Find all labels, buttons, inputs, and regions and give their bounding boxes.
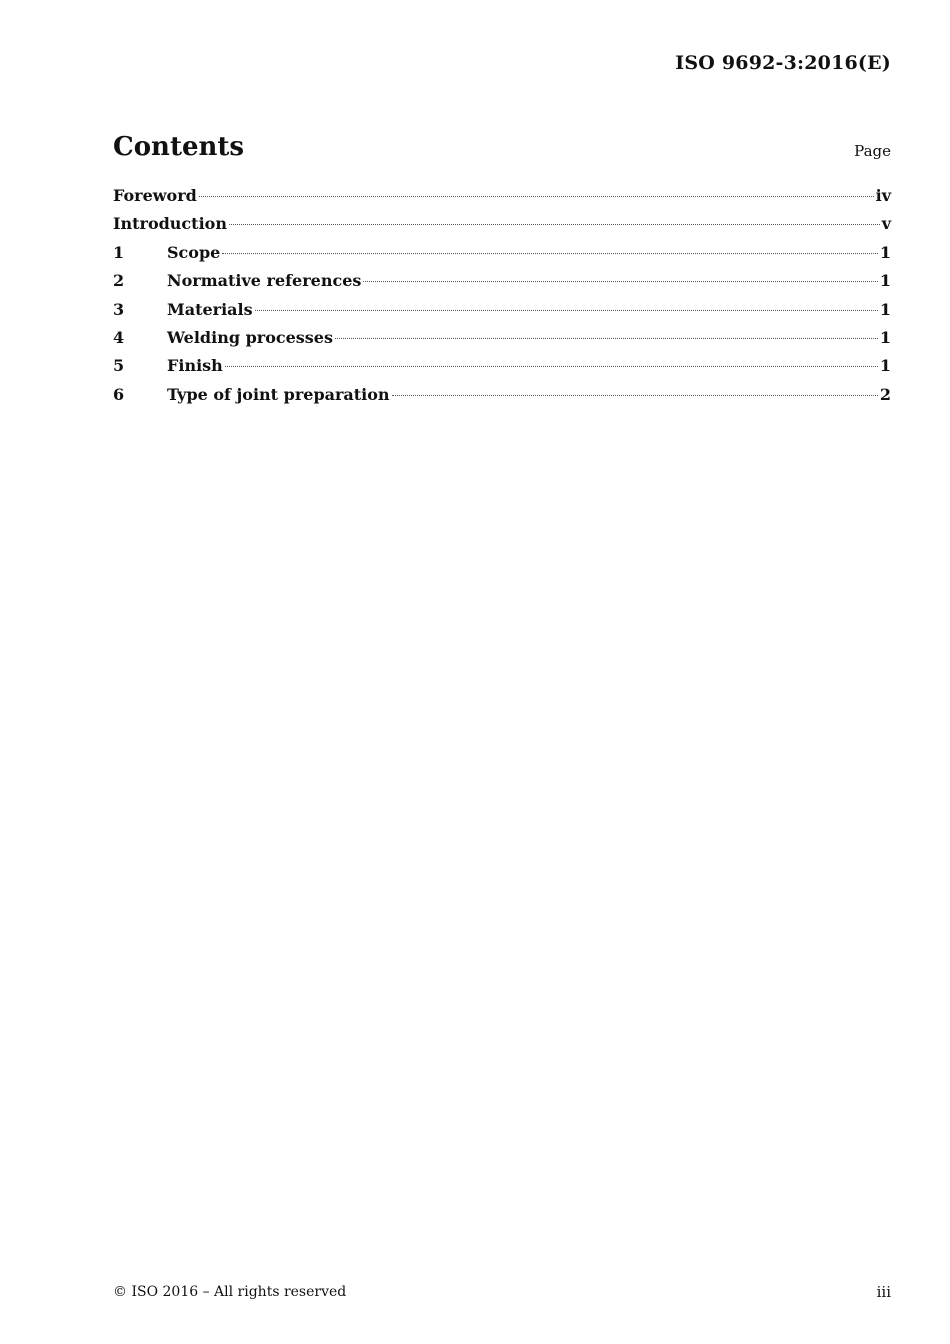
toc-entry-page: 1 — [879, 327, 891, 347]
toc-entry-title: Foreword — [113, 186, 197, 205]
toc-entry-number: 3 — [113, 299, 125, 319]
toc-entry-foreword[interactable] — [113, 186, 891, 214]
dot-leader — [255, 310, 878, 311]
toc-entry-number: 2 — [113, 271, 125, 291]
toc-entry-scope[interactable] — [113, 243, 891, 271]
toc-entry-page: 1 — [879, 356, 891, 376]
toc-entry-title: Normative references — [167, 271, 362, 291]
toc-entry-normative-references[interactable] — [113, 271, 891, 299]
toc-entry-page: 1 — [879, 299, 891, 319]
dot-leader — [229, 224, 880, 225]
toc-entry-number: 1 — [113, 242, 125, 262]
toc-entry-page: v — [881, 214, 891, 234]
dot-leader — [392, 395, 878, 396]
dot-leader — [222, 253, 878, 254]
footer-copyright: © ISO 2016 – All rights reserved — [113, 1284, 347, 1300]
toc-list — [113, 186, 891, 413]
dot-leader — [335, 338, 878, 339]
dot-leader — [225, 366, 878, 367]
toc-entry-title: Type of joint preparation — [167, 384, 390, 404]
toc-entry-finish[interactable] — [113, 356, 891, 384]
toc-entry-title: Welding processes — [167, 327, 333, 347]
toc-entry-title: Finish — [167, 356, 223, 376]
toc-entry-type-of-joint-preparation[interactable] — [113, 385, 891, 413]
dot-leader — [199, 196, 874, 197]
toc-entry-introduction[interactable] — [113, 214, 891, 242]
toc-entry-materials[interactable] — [113, 300, 891, 328]
toc-entry-title: Materials — [167, 299, 253, 319]
toc-entry-page: 2 — [879, 384, 891, 404]
toc-entry-page: 1 — [879, 242, 891, 262]
page-column-label: Page — [854, 142, 891, 160]
toc-entry-number: 4 — [113, 327, 125, 347]
dot-leader — [363, 281, 877, 282]
toc-entry-number: 6 — [113, 384, 125, 404]
toc-entry-welding-processes[interactable] — [113, 328, 891, 356]
toc-entry-page: iv — [875, 186, 891, 205]
toc-title: Contents — [113, 132, 245, 162]
toc-entry-title: Scope — [167, 242, 221, 262]
footer-page-number: iii — [876, 1283, 891, 1301]
toc-entry-number: 5 — [113, 356, 125, 376]
toc-entry-title: Introduction — [113, 214, 227, 234]
toc-entry-page: 1 — [879, 271, 891, 291]
document-id: ISO 9692-3:2016(E) — [675, 52, 891, 74]
